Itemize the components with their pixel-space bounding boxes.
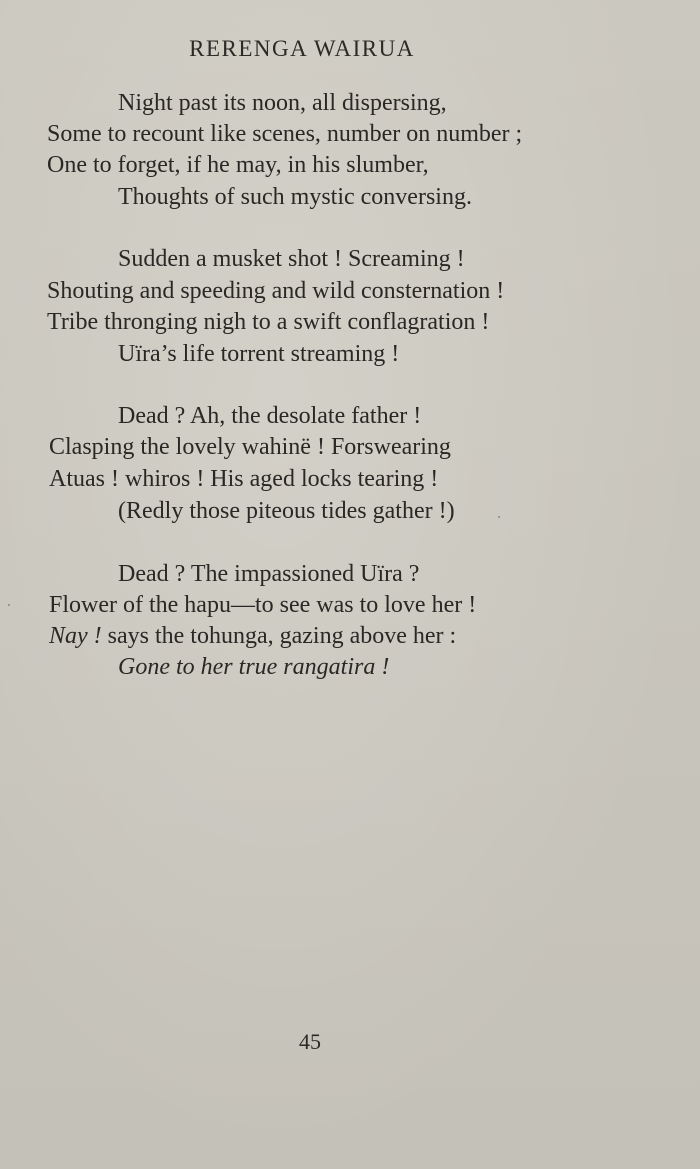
poem-line: Sudden a musket shot ! Screaming ! [118, 246, 465, 272]
paper-speck [498, 516, 500, 518]
poem-line: Flower of the hapu—to see was to love her ! [49, 592, 477, 618]
poem-line: Atuas ! whiros ! His aged locks tearing ! [49, 466, 439, 492]
poem-line: Night past its noon, all dispersing, [118, 90, 447, 116]
page-number: 45 [299, 1029, 321, 1054]
running-head: RERENGA WAIRUA [189, 36, 415, 61]
poem-line: Dead ? The impassioned Uïra ? [118, 561, 420, 587]
poem-line: (Redly those piteous tides gather !) [118, 498, 455, 524]
poem-line: Uïra’s life torrent streaming ! [118, 341, 400, 367]
poem-line: One to forget, if he may, in his slumber, [47, 152, 429, 178]
poem-line [49, 621, 456, 651]
line-remainder: says the tohunga, gazing above her : [101, 623, 457, 649]
poem-line: Tribe thronging nigh to a swift conflagration ! [47, 309, 490, 335]
poem-line: Some to recount like scenes, number on number ; [47, 121, 523, 147]
poem-line: Shouting and speeding and wild consternation ! [47, 278, 505, 304]
italic-phrase: Nay ! [49, 623, 102, 649]
poem-line: Thoughts of such mystic conversing. [118, 184, 472, 210]
paper-speck [8, 604, 10, 606]
poem-line: Clasping the lovely wahinë ! Forswearing [49, 434, 451, 460]
poem-line: Gone to her true rangatira ! [118, 654, 390, 680]
poem-line: Dead ? Ah, the desolate father ! [118, 403, 422, 429]
